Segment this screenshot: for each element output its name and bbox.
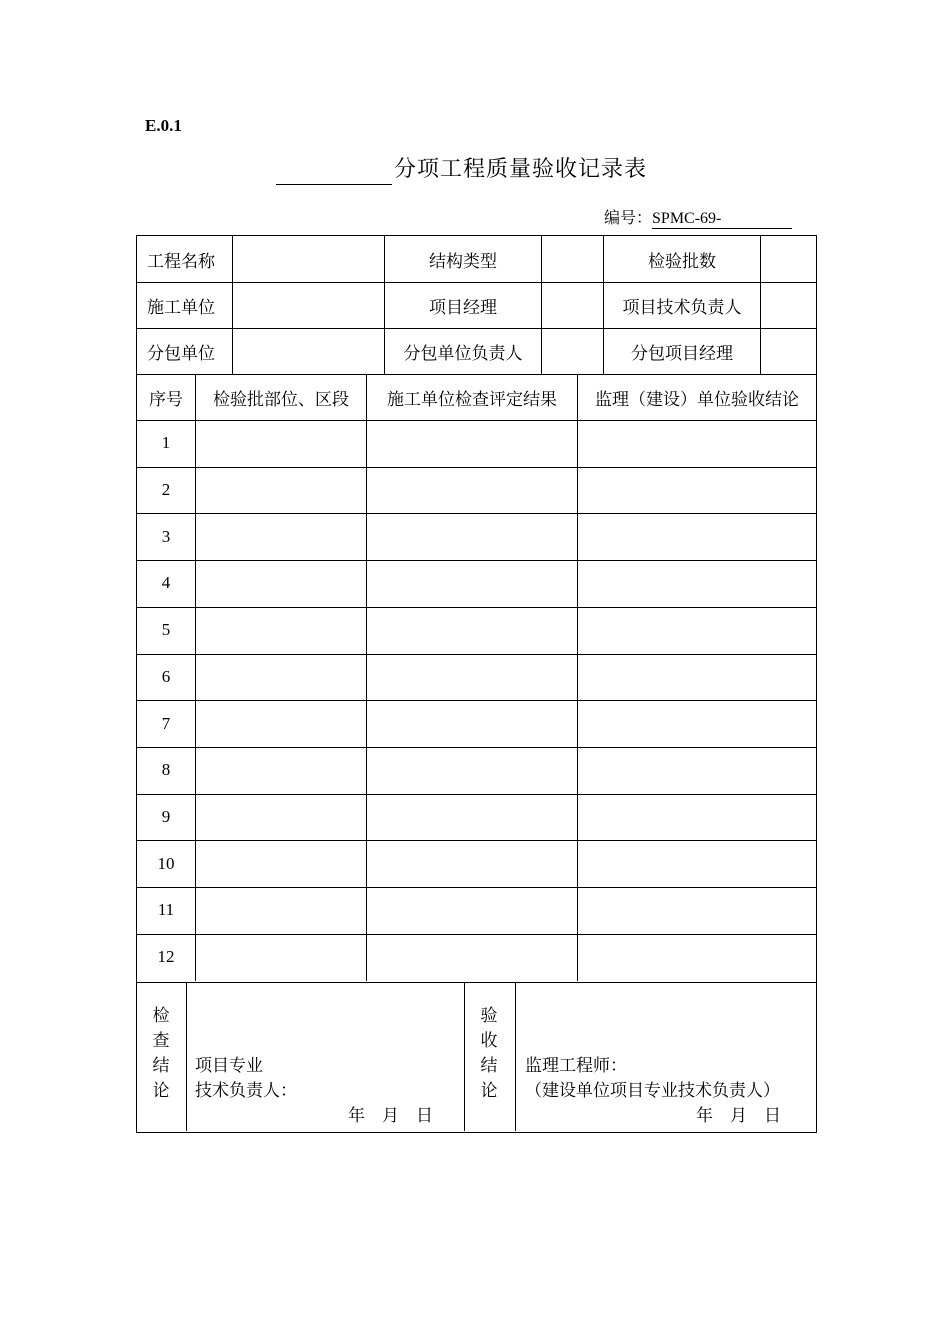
- label-subcontractor-manager: 分包项目经理: [631, 343, 733, 364]
- conclusion-section: [136, 982, 817, 1133]
- table-cell[interactable]: [367, 887, 577, 934]
- table-cell[interactable]: [578, 934, 816, 981]
- field-subcontractor-manager[interactable]: [761, 328, 816, 374]
- table-cell[interactable]: [578, 887, 816, 934]
- check-date[interactable]: 年 月 日: [348, 1106, 433, 1126]
- column-header: 监理（建设）单位验收结论: [595, 389, 799, 410]
- field-technical-lead[interactable]: [761, 282, 816, 328]
- row-number: 3: [161, 526, 171, 546]
- table-cell[interactable]: [578, 794, 816, 841]
- row-number: 2: [161, 480, 171, 500]
- accept-date[interactable]: 年 月 日: [696, 1106, 781, 1126]
- table-cell[interactable]: [196, 607, 366, 654]
- table-cell[interactable]: [578, 700, 816, 747]
- serial-number: [604, 205, 792, 229]
- label-technical-lead: 项目技术负责人: [622, 297, 742, 318]
- info-table: [136, 235, 817, 375]
- table-cell[interactable]: [367, 467, 577, 514]
- label-construction-unit: 施工单位: [147, 297, 215, 318]
- label-project-name: 工程名称: [147, 251, 215, 272]
- field-subcontractor[interactable]: [233, 328, 384, 374]
- row-number: 11: [157, 900, 175, 920]
- table-cell[interactable]: [196, 747, 366, 794]
- field-construction-unit[interactable]: [233, 282, 384, 328]
- table-cell[interactable]: [578, 420, 816, 467]
- check-signature-line1: 项目专业: [195, 1056, 263, 1076]
- table-cell[interactable]: [196, 700, 366, 747]
- accept-signature-line2: （建设单位项目专业技术负责人）: [525, 1081, 780, 1101]
- field-subcontractor-lead[interactable]: [542, 328, 603, 374]
- table-cell[interactable]: [196, 560, 366, 607]
- table-cell[interactable]: [196, 654, 366, 701]
- row-number: 4: [161, 573, 171, 593]
- table-cell[interactable]: [367, 513, 577, 560]
- table-cell[interactable]: [367, 654, 577, 701]
- label-batch-count: 检验批数: [648, 251, 716, 272]
- row-number: 8: [161, 760, 171, 780]
- serial-label: 编号：: [604, 208, 653, 227]
- table-cell[interactable]: [367, 420, 577, 467]
- table-cell[interactable]: [196, 887, 366, 934]
- table-cell[interactable]: [578, 607, 816, 654]
- field-structure-type[interactable]: [542, 236, 603, 282]
- table-cell[interactable]: [578, 467, 816, 514]
- table-cell[interactable]: [578, 747, 816, 794]
- accept-conclusion-label: 验 收 结 论: [480, 1006, 498, 1101]
- serial-value[interactable]: SPMC-69-: [652, 210, 792, 229]
- row-number: 9: [161, 806, 171, 826]
- table-cell[interactable]: [367, 560, 577, 607]
- table-cell[interactable]: [367, 700, 577, 747]
- table-cell[interactable]: [196, 420, 366, 467]
- table-cell[interactable]: [196, 840, 366, 887]
- table-cell[interactable]: [367, 607, 577, 654]
- row-number: 1: [161, 433, 171, 453]
- label-subcontractor: 分包单位: [147, 343, 215, 364]
- column-header: 施工单位检查评定结果: [387, 389, 557, 410]
- table-cell[interactable]: [367, 794, 577, 841]
- table-cell[interactable]: [196, 934, 366, 981]
- check-signature-line2[interactable]: 技术负责人：: [195, 1081, 297, 1101]
- row-number: 10: [157, 853, 175, 873]
- table-cell[interactable]: [196, 467, 366, 514]
- label-project-manager: 项目经理: [429, 297, 497, 318]
- table-cell[interactable]: [578, 840, 816, 887]
- row-number: 6: [161, 666, 171, 686]
- table-cell[interactable]: [367, 934, 577, 981]
- column-header: 检验批部位、区段: [213, 389, 349, 410]
- row-number: 12: [157, 947, 175, 967]
- table-cell[interactable]: [367, 747, 577, 794]
- label-subcontractor-lead: 分包单位负责人: [403, 343, 523, 364]
- accept-signature-line1[interactable]: 监理工程师：: [525, 1056, 627, 1076]
- field-project-name[interactable]: [233, 236, 384, 282]
- title-blank-line[interactable]: [276, 184, 392, 185]
- inspection-table: [136, 374, 817, 983]
- column-header: 序号: [149, 389, 183, 410]
- table-cell[interactable]: [578, 654, 816, 701]
- form-code: E.0.1: [145, 116, 182, 135]
- table-cell[interactable]: [367, 840, 577, 887]
- row-number: 7: [161, 713, 171, 733]
- field-project-manager[interactable]: [542, 282, 603, 328]
- table-cell[interactable]: [196, 794, 366, 841]
- table-cell[interactable]: [196, 513, 366, 560]
- check-conclusion-label: 检 查 结 论: [152, 1006, 170, 1101]
- row-number: 5: [161, 620, 171, 640]
- label-structure-type: 结构类型: [429, 251, 497, 272]
- table-cell[interactable]: [578, 513, 816, 560]
- table-cell[interactable]: [578, 560, 816, 607]
- page-title: 分项工程质量验收记录表: [394, 157, 648, 182]
- field-batch-count[interactable]: [761, 236, 816, 282]
